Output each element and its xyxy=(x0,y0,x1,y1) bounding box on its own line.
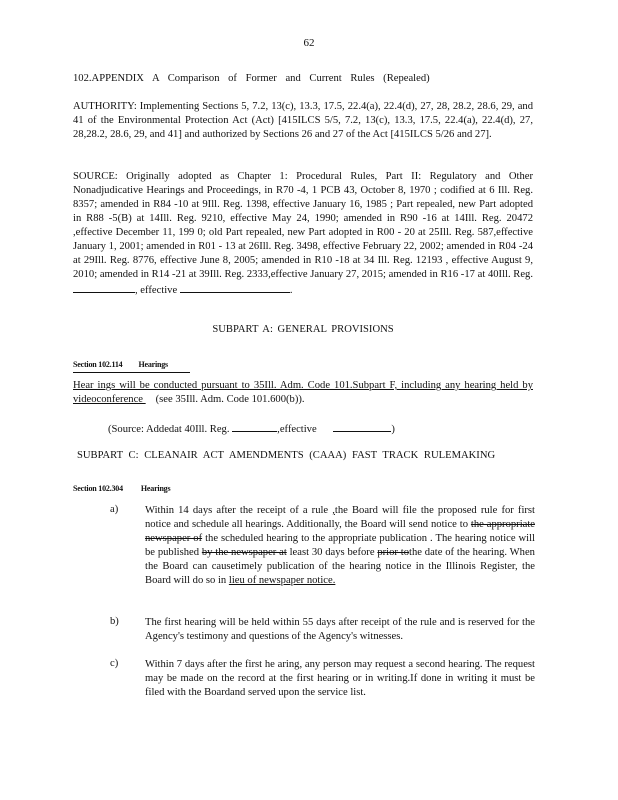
section-102-114-heading xyxy=(73,354,190,373)
item-label-b: b) xyxy=(110,616,119,627)
section-title: Hearings xyxy=(140,484,171,493)
source-note-close: ) xyxy=(391,424,395,435)
section-114-text: Hear ings will be conducted pursuant to 35Ill. Adm. Code 101.Subpart F, including any hearing held by videoconference xyxy=(73,380,533,405)
subpart-a-heading: SUBPART A: GENERAL PROVISIONS xyxy=(212,324,394,335)
source-effective-label: effective xyxy=(140,285,178,296)
appendix-heading: 102.APPENDIX A Comparison of Former and Current Rules (Repealed) xyxy=(73,73,430,84)
section-114-ref: (see 35Ill. Adm. Code 101.600(b)). xyxy=(155,394,305,405)
subpart-c-heading: SUBPART C: CLEANAIR ACT AMENDMENTS (CAAA) FAST TRACK RULEMAKING xyxy=(77,450,496,461)
source-text: SOURCE: Originally adopted as Chapter 1: Procedural Rules, Part II: Regulatory and Other Nonadjudicative Hearings and Proceedings, in R70 -4, 1 PCB 43, October 8, 1970 ; codified at 6 Ill. Reg. 8357; amended in R84 -10 at 9Ill. Reg. 1398, effective January 16, 1985 ; Part repealed, new Part adopted in R88 -5(B) at 14Ill. Reg. 9210, effective May 24, 1990; amended in R90 -16 at 14Ill. Reg. 20472 ,effective December 11, 199 0; old Part repealed, new Part adopted in R00 - 20 at 25Ill. Reg. 587,effective January 1, 2001; amended in R01 - 13 at 26Ill. Reg. 3498, effective February 22, 2002; amended in R04 -24 at 29Ill. Reg. 8776, effective June 8, 2005; amended in R10 -18 at 34 Ill. Reg. 12193 , effective August 9, 2010; amended in R14 -21 at 39Ill. Reg. 2333,effective January 27, 2015; amended in R16 -17 at 40Ill. Reg. xyxy=(73,171,533,280)
source-note-effective-blank xyxy=(333,421,391,432)
source-note-reg-blank xyxy=(232,421,277,432)
source-note-effective: ,effective xyxy=(277,424,317,435)
item-label-c: c) xyxy=(110,658,119,669)
item-body-a xyxy=(145,504,535,588)
authority-paragraph: AUTHORITY: Implementing Sections 5, 7.2, 13(c), 13.3, 17.5, 22.4(a), 22.4(d), 27, 28, 28.2, 28.6, 29, and 41 of the Environmental Protection Act (Act) [415ILCS 5/5, 7.2, 13(c), 13.3, 17.5, 22.4(a), 22.4(d), 27, 28,28.2, 28.6, 29, and 41] and authorized by Sections 26 and 27 of the Act [415ILCS 5/26 and 27]. xyxy=(73,101,533,140)
item-a-deleted-text-2: by the newspaper at xyxy=(201,547,287,558)
section-102-114-body xyxy=(73,379,533,407)
section-number: Section 102.304 xyxy=(73,484,123,493)
item-body-c: Within 7 days after the first he aring, any person may request a second hearing. The request may be made on the record at the first hearing or in writing.If done in writing it must be filed with the Boardand served upon the service list. xyxy=(145,659,535,698)
item-a-text-3: the scheduled hearing to the appropriate publication . The hearing notice will be published xyxy=(145,533,535,558)
item-a-inserted-comma: , xyxy=(332,505,335,516)
item-a-text-1: Within 14 days after the receipt of a rule xyxy=(145,505,333,516)
item-a-text-4: least 30 days before xyxy=(286,547,378,558)
page-number: 62 xyxy=(303,37,315,49)
item-body-b: The first hearing will be held within 55 days after receipt of the rule and is reserved for the Agency's testimony and questions of the Agency's witnesses. xyxy=(145,617,535,642)
item-label-a: a) xyxy=(110,504,119,515)
section-number: Section 102.114 xyxy=(73,360,123,369)
source-reg-blank xyxy=(73,282,135,293)
item-a-deleted-text-1: the appropriate newspaper of xyxy=(145,519,535,544)
item-a-text-5: the date of the hearing. When the Board can causetimely publication of the hearing notice in the Illinois Register, the Board will do so in xyxy=(145,547,535,586)
item-a-text-2: the Board will file the proposed rule for first notice and schedule all hearings. Additionally, the Board will send notice to xyxy=(145,505,535,530)
item-a-deleted-text-3: prior to xyxy=(377,547,410,558)
section-title: Hearings xyxy=(138,360,168,369)
source-note xyxy=(108,421,528,437)
source-note-prefix: (Source: Addedat 40Ill. Reg. xyxy=(108,424,230,435)
source-paragraph: SOURCE: Originally adopted as Chapter 1: Procedural Rules, Part II: Regulatory and Other Nonadjudicative Hearings and Proceedings, in R70 -4, 1 PCB 43, October 8, 1970 ; codified at 6 Ill. Reg. 8357; amended in R84 -10 at 9Ill. Reg. 1398, effective January 16, 1985 ; Part repealed, new Part adopted in R88 -5(B) at 14Ill. Reg. 9210, effective May 24, 1990; amended in R90 -16 at 14Ill. Reg. 20472 ,effective December 11, 199 0; old Part repealed, new Part adopted in R00 - 20 at 25Ill. Reg. 587,effective January 1, 2001; amended in R01 - 13 at 26Ill. Reg. 3498, effective February 22, 2002; amended in R04 -24 at 29Ill. Reg. 8776, effective June 8, 2005; amended in R10 -18 at 34 Ill. Reg. 12193 , effective August 9, 2010; amended in R14 -21 at 39Ill. Reg. 2333,effective January 27, 2015; amended in R16 -17 at 40Ill. Reg. , effective . xyxy=(73,171,533,296)
section-102-304-heading xyxy=(73,478,170,496)
source-effective-blank xyxy=(180,282,290,293)
item-a-inserted-text: lieu of newspaper notice. xyxy=(228,575,336,586)
